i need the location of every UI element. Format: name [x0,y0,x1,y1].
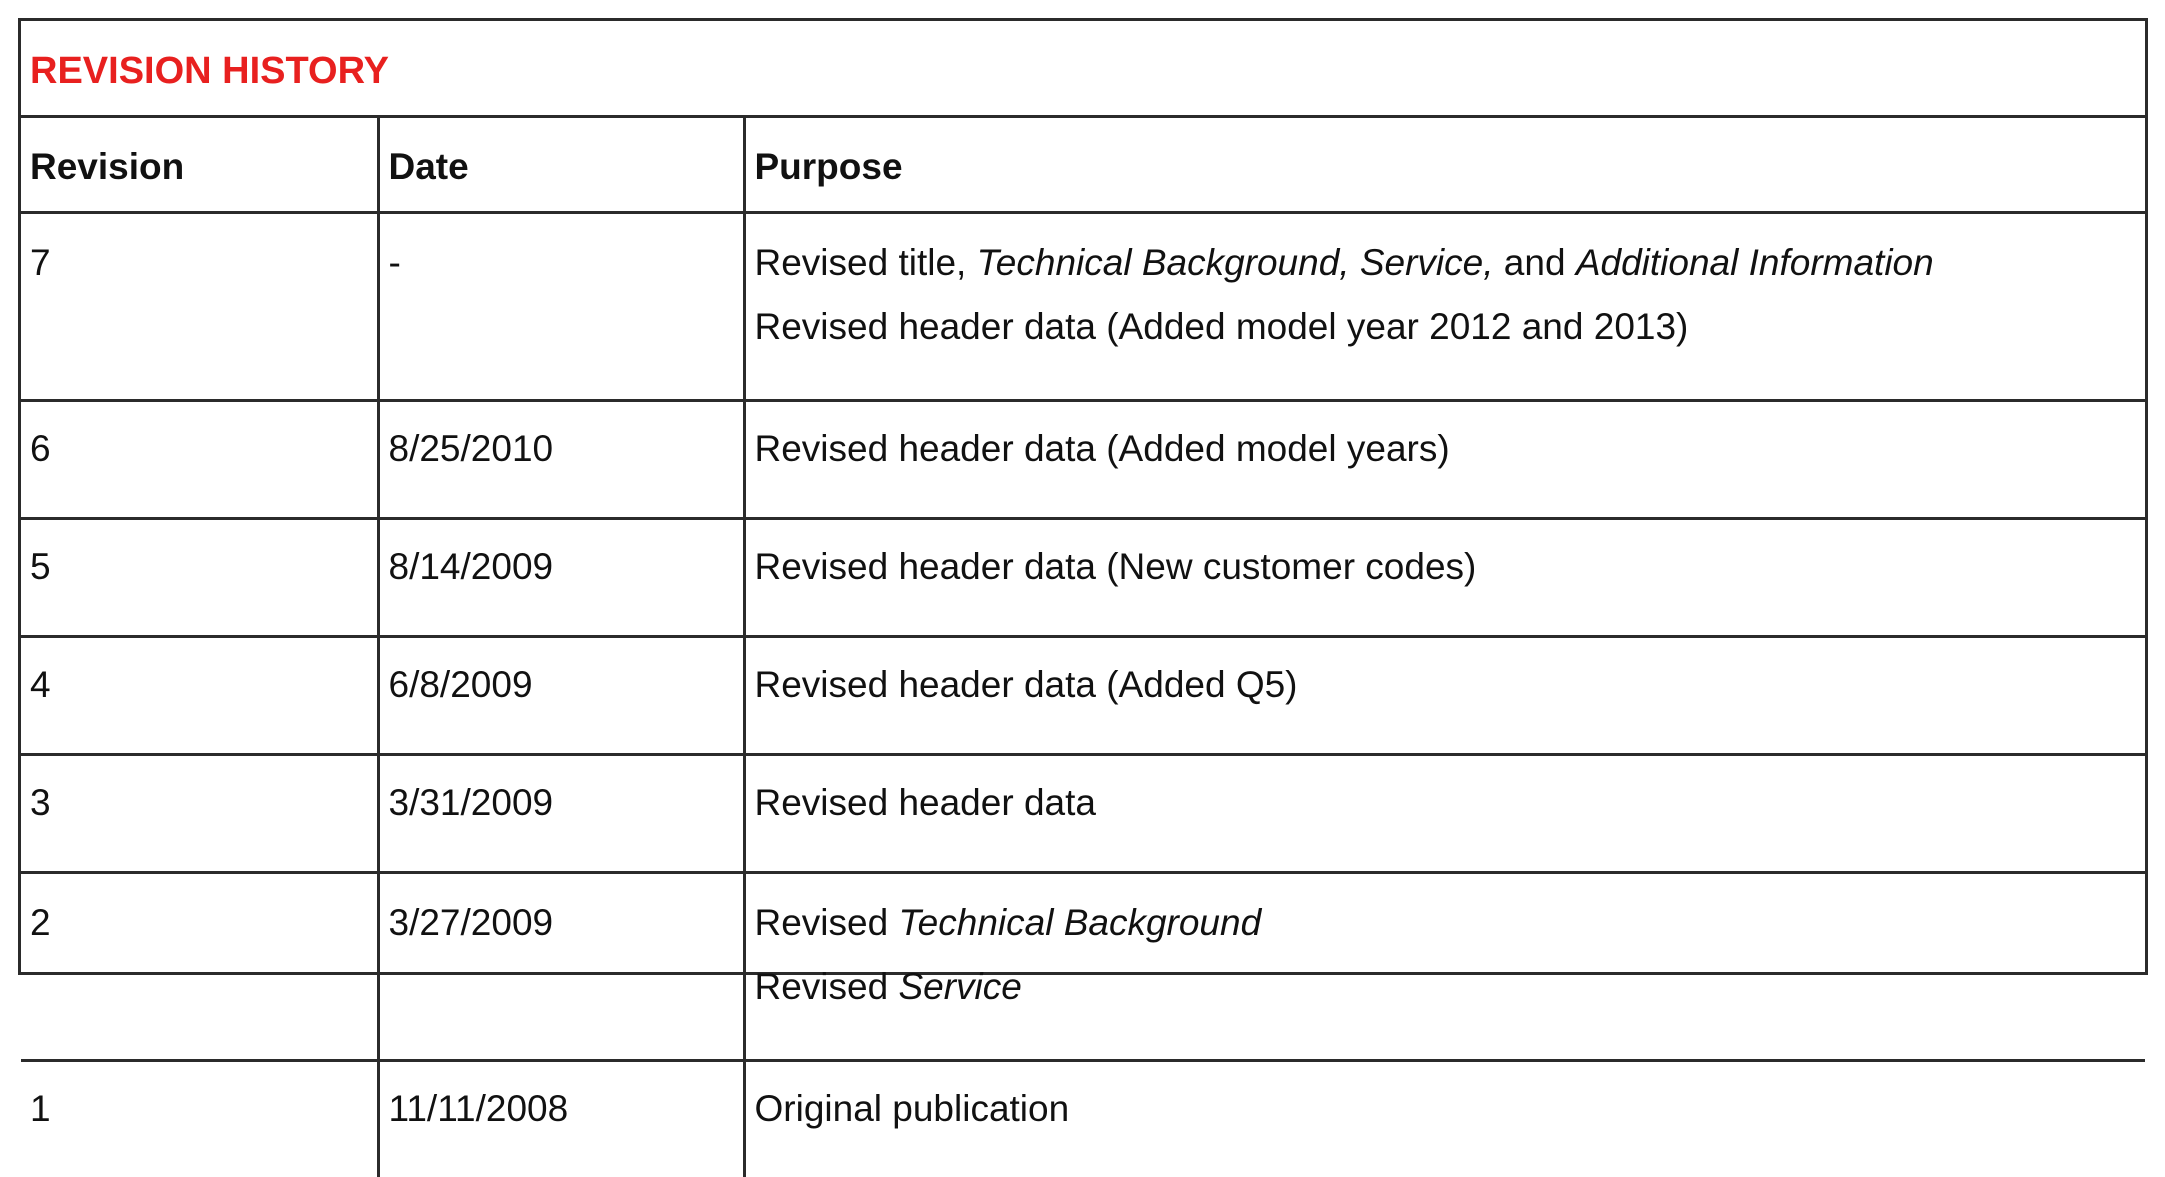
table-row [21,1061,2145,1177]
column-header-row [21,117,2145,213]
purpose-text: Revised header data (Added model year 2012 and 2013) [755,306,1689,347]
purpose-italic-text: Additional Information [1576,242,1934,283]
purpose-text: Revised header data (Added model years) [755,428,1450,469]
column-header-purpose: Purpose [744,117,2145,213]
purpose-cell [744,1061,2145,1177]
purpose-text: Revised header data [755,782,1096,823]
date-cell: 8/25/2010 [378,401,744,519]
revision-cell: 6 [21,401,378,519]
purpose-line [755,1086,2137,1132]
purpose-cell [744,401,2145,519]
purpose-italic-text: Technical Background [898,902,1261,943]
purpose-italic-text: Service [898,966,1021,1007]
date-cell: 6/8/2009 [378,637,744,755]
revision-cell: 2 [21,873,378,1061]
purpose-text: Revised title, [755,242,977,283]
purpose-line [755,426,2137,472]
purpose-cell [744,519,2145,637]
purpose-line [755,304,2137,350]
purpose-text: Revised header data (New customer codes) [755,546,1477,587]
date-cell: 11/11/2008 [378,1061,744,1177]
purpose-text: Revised header data (Added Q5) [755,664,1298,705]
table-row [21,401,2145,519]
date-cell: 8/14/2009 [378,519,744,637]
table-row [21,637,2145,755]
purpose-line [755,240,2137,286]
purpose-text: and [1494,242,1576,283]
revision-history-table-frame [18,18,2148,975]
revision-cell: 3 [21,755,378,873]
purpose-text: Original publication [755,1088,1070,1129]
revision-cell: 4 [21,637,378,755]
table-title-row [21,21,2145,117]
purpose-line [755,662,2137,708]
purpose-line [755,780,2137,826]
table-row [21,755,2145,873]
revision-history-table [21,21,2145,1177]
table-row [21,519,2145,637]
date-cell: 3/27/2009 [378,873,744,1061]
purpose-text: Revised [755,966,899,1007]
purpose-line [755,900,2137,946]
column-header-revision: Revision [21,117,378,213]
table-row [21,213,2145,401]
column-header-date: Date [378,117,744,213]
revision-cell: 7 [21,213,378,401]
purpose-text: Revised [755,902,899,943]
date-cell: 3/31/2009 [378,755,744,873]
purpose-line [755,544,2137,590]
purpose-cell [744,213,2145,401]
table-row [21,873,2145,1061]
revision-cell: 5 [21,519,378,637]
revision-cell: 1 [21,1061,378,1177]
purpose-line [755,964,2137,1010]
date-cell: - [378,213,744,401]
purpose-italic-text: Technical Background, Service, [977,242,1494,283]
purpose-cell [744,637,2145,755]
table-title: REVISION HISTORY [21,21,2145,117]
purpose-cell [744,873,2145,1061]
purpose-cell [744,755,2145,873]
